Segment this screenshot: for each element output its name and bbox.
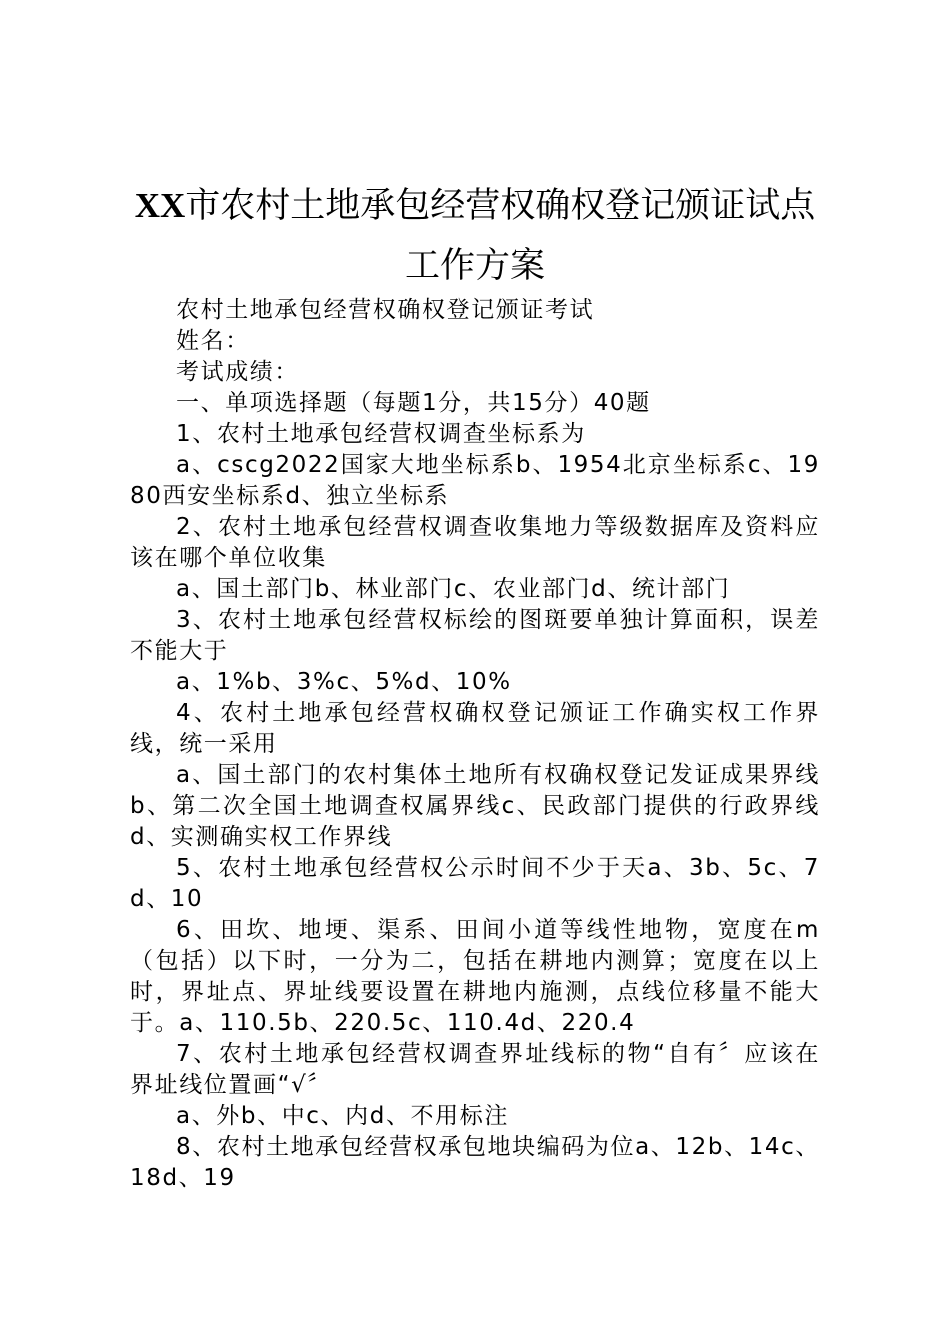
question-6: 6、田坎、地埂、渠系、田间小道等线性地物，宽度在m（包括）以下时，一分为二，包括在耕地内测算；宽度在以上时，界址点、界址线要设置在耕地内施测，点线位移量不能大于。a、110.5b、220.5c、110.4d、220.4 <box>130 917 820 1036</box>
question-4-options: a、国土部门的农村集体土地所有权确权登记发证成果界线b、第二次全国土地调查权属界线c、民政部门提供的行政界线d、实测确实权工作界线 <box>130 762 820 850</box>
name-field-label: 姓名： <box>176 328 250 354</box>
question-2: 2、农村土地承包经营权调查收集地力等级数据库及资料应该在哪个单位收集 <box>130 514 820 571</box>
section-heading: 一、单项选择题（每题1分，共15分）40题 <box>176 390 651 416</box>
question-5: 5、农村土地承包经营权公示时间不少于天a、3b、5c、7d、10 <box>130 855 820 912</box>
document-title-line-2: 工作方案 <box>404 246 545 286</box>
question-8: 8、农村土地承包经营权承包地块编码为位a、12b、14c、18d、19 <box>130 1134 820 1191</box>
title-prefix: XX <box>134 186 186 225</box>
question-3-options: a、1%b、3%c、5%d、10% <box>176 669 512 695</box>
title-text: 市农村土地承包经营权确权登记颁证试点 <box>185 186 816 226</box>
question-7: 7、农村土地承包经营权调查界址线标的物“自有〞应该在界址线位置画“√〞 <box>130 1041 820 1098</box>
document-title-line-1 <box>120 178 830 234</box>
question-1-options: a、cscg2022国家大地坐标系b、1954北京坐标系c、1980西安坐标系d、独立坐标系 <box>130 452 820 509</box>
question-2-options: a、国土部门b、林业部门c、农业部门d、统计部门 <box>176 576 731 602</box>
question-1: 1、农村土地承包经营权调查坐标系为 <box>176 421 586 447</box>
exam-heading: 农村土地承包经营权确权登记颁证考试 <box>176 297 595 323</box>
score-field-label: 考试成绩： <box>176 359 299 385</box>
question-7-options: a、外b、中c、内d、不用标注 <box>176 1103 509 1129</box>
question-3: 3、农村土地承包经营权标绘的图斑要单独计算面积，误差不能大于 <box>130 607 820 664</box>
question-4: 4、农村土地承包经营权确权登记颁证工作确实权工作界线，统一采用 <box>130 700 820 757</box>
document-body <box>130 295 820 1194</box>
